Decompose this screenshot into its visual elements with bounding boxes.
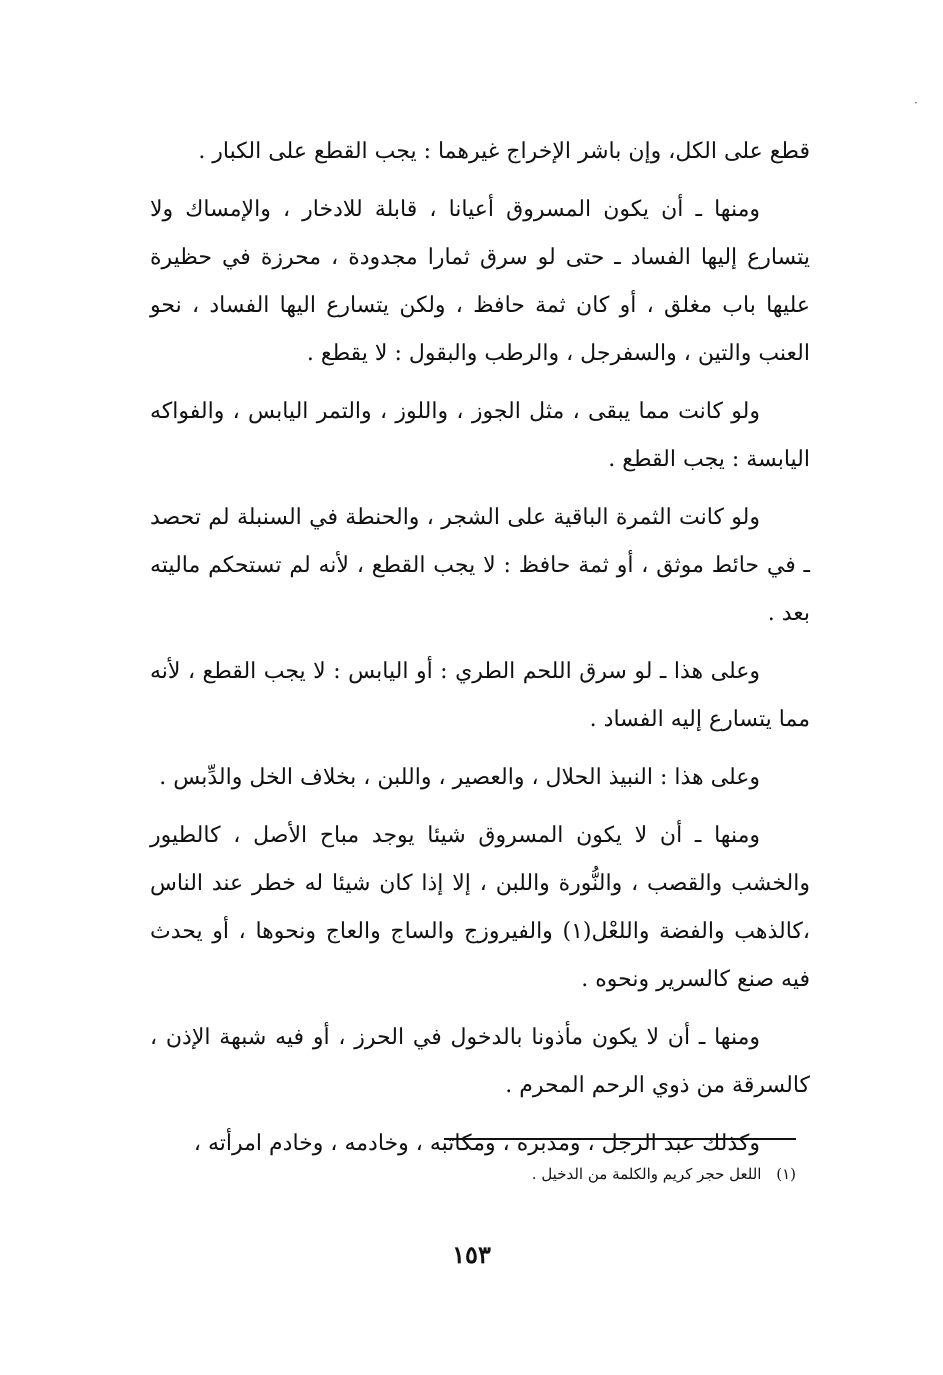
main-text	[150, 128, 810, 1178]
paragraph-continuation: قطع على الكل، وإن باشر الإخراج غيرهما : يجب القطع على الكبار .	[198, 139, 810, 164]
paragraph: ومنها ـ أن يكون المسروق أعيانا ، قابلة للادخار ، والإمساك ولا يتسارع إليها الفساد ـ حتى لو سرق ثمارا مجدودة ، محرزة في حظيرة عليها باب مغلق ، أو كان ثمة حافظ ، ولكن يتسارع اليها الفساد ، نحو العنب والتين ، والسفرجل ، والرطب والبقول : لا يقطع .	[150, 197, 810, 366]
footnote-number: (١)	[776, 1165, 796, 1183]
paragraph: وكذلك عبد الرجل ، ومدبره ، ومكاتبه ، وخادمه ، وخادم امرأته ،	[193, 1131, 760, 1156]
paragraph: ولو كانت الثمرة الباقية على الشجر ، والحنطة في السنبلة لم تحصد ـ في حائط موثق ، أو ثمة حافظ : لا يجب القطع ، لأنه لم تستحكم ماليته بعد .	[150, 505, 810, 626]
paragraph: وعلى هذا : النبيذ الحلال ، والعصير ، واللبن ، بخلاف الخل والدِّبس .	[159, 765, 760, 790]
footnote-divider	[444, 1138, 796, 1140]
page-number: ١٥٣	[452, 1240, 491, 1269]
paragraph: ولو كانت مما يبقى ، مثل الجوز ، واللوز ، والتمر اليابس ، والفواكه اليابسة : يجب القطع .	[150, 399, 810, 472]
footnote	[444, 1160, 796, 1188]
paragraph: ومنها ـ أن لا يكون مأذونا بالدخول في الحرز ، أو فيه شبهة الإذن ، كالسرقة من ذوي الرحم المحرم .	[150, 1025, 810, 1098]
paragraph: ومنها ـ أن لا يكون المسروق شيئا يوجد مباح الأصل ، كالطيور والخشب والقصب ، والنُّورة واللبن ، إلا إذا كان شيئا له خطر عند الناس ،كالذهب والفضة واللعْل(١) والفيروزج والساج والعاج ونحوها ، أو يحدث فيه صنع كالسرير ونحوه .	[150, 823, 810, 992]
paragraph: وعلى هذا ـ لو سرق اللحم الطري : أو اليابس : لا يجب القطع ، لأنه مما يتسارع إليه الفساد .	[150, 659, 810, 732]
scan-speck: ·	[914, 96, 918, 110]
footnote-text: اللعل حجر كريم والكلمة من الدخيل .	[531, 1165, 762, 1183]
